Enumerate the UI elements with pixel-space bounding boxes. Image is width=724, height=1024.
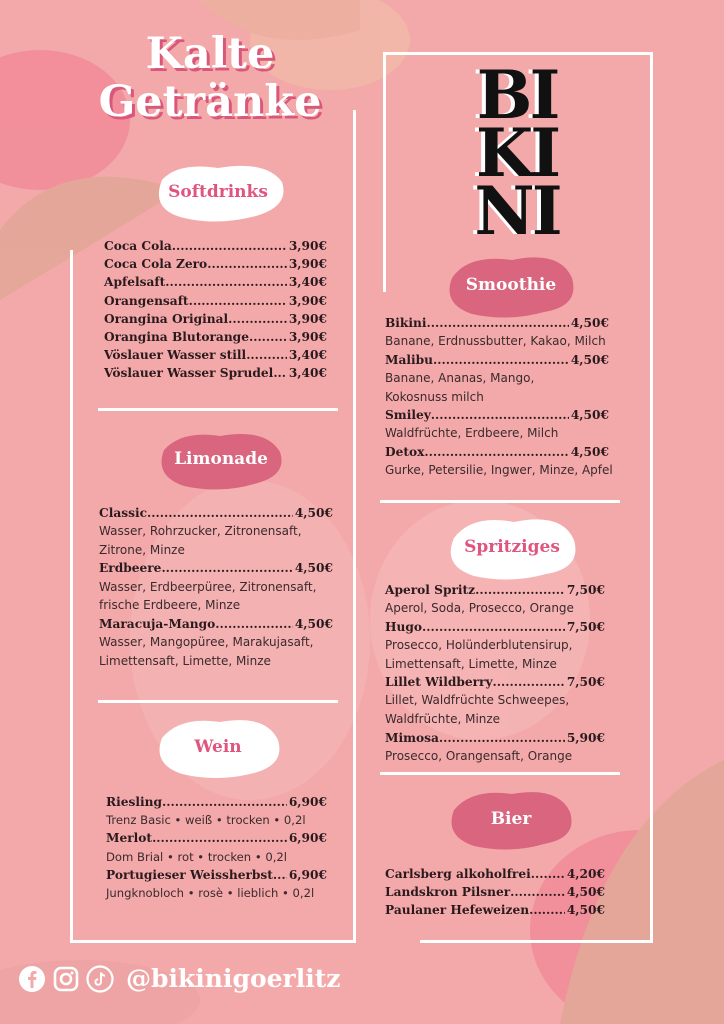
social-bar [18,964,340,993]
tiktok-icon[interactable] [86,965,114,993]
item-description: Wasser, Rohrzucker, Zitronensaft, Zitrone, Minze [99,524,302,557]
item-description: Gurke, Petersilie, Ingwer, Minze, Apfel [385,463,613,478]
item-price: 6,90€ [288,867,327,882]
item-price: 3,90€ [288,330,327,345]
section-title: Softdrinks [168,182,268,202]
menu-item [99,615,333,670]
item-name: Orangina Blutorange [104,330,249,345]
item-price: 3,90€ [288,293,327,308]
item-price: 4,50€ [570,408,609,423]
section-title: Spritziges [464,537,560,557]
item-name: Aperol Spritz [385,583,476,597]
menu-item [104,364,327,382]
item-price: 3,90€ [288,311,327,326]
item-description: Jungknobloch • rosè • lieblich • 0,2l [106,886,315,901]
section-badge-wein [150,714,286,780]
item-description: Banane, Erdnussbutter, Kakao, Milch [385,334,606,349]
item-price: 4,50€ [570,352,609,367]
item-name: Portugieser Weissherbst [106,867,273,882]
item-name: Bikini [385,316,427,330]
item-name: Landskron Pilsner [385,885,511,900]
section-title: Smoothie [465,275,557,295]
item-price: 4,50€ [570,316,609,330]
item-price: 4,50€ [294,561,333,576]
item-name: Classic [99,506,148,520]
menu-item [385,865,605,883]
item-name: Orangina Original [104,311,229,326]
item-description: Prosecco, Orangensaft, Orange [385,748,573,763]
item-name: Malibu [385,352,434,367]
item-description: Lillet, Waldfrüchte Schweepes, Waldfrüchte, Minze [385,693,570,726]
item-price: 3,40€ [288,275,327,290]
menu-item [104,328,327,346]
item-description: Wasser, Erdbeerpüree, Zitronensaft, frische Erdbeere, Minze [99,579,317,613]
menu-item [385,406,609,443]
item-name: Merlot [106,831,153,846]
item-name: Riesling [106,795,163,809]
menu-item [106,793,327,829]
item-name: Mimosa [385,730,439,745]
left-frame-bottom [70,940,356,943]
menu-item [385,673,605,728]
divider [98,408,338,411]
menu-item [104,273,327,291]
section-badge-spritziges [442,512,582,582]
section-badge-limonade [154,426,288,492]
item-price: 6,90€ [288,831,327,846]
menu-item [385,883,605,901]
item-name: Lillet Wildberry [385,675,493,690]
section-title: Bier [490,809,532,829]
item-name: Coca Cola [104,239,172,253]
item-price: 4,50€ [294,506,333,520]
bikini-logo [452,56,582,250]
spritziges-list [385,581,605,765]
item-name: Vöslauer Wasser Sprudel [104,366,274,381]
right-frame-right [650,52,653,942]
menu-item [104,255,327,273]
section-badge-bier [444,786,578,852]
item-name: Orangensaft [104,293,189,308]
item-name: Hugo [385,619,423,634]
smoothie-list [385,314,613,480]
softdrinks-list [104,237,327,383]
item-price: 5,90€ [566,730,605,745]
menu-item [99,559,333,614]
item-description: Waldfrüchte, Erdbeere, Milch [385,426,559,441]
wein-list [106,793,327,902]
divider [380,500,620,503]
menu-item [385,618,605,673]
logo-line: BI [476,56,558,134]
item-name: Vöslauer Wasser still [104,348,247,363]
menu-item [385,351,609,406]
item-description: Dom Brial • rot • trocken • 0,2l [106,849,288,864]
item-price: 7,50€ [566,583,605,597]
page-title [70,30,350,126]
logo-line: NI [474,172,560,250]
menu-item [106,829,327,865]
section-badge-smoothie [442,250,580,320]
divider [380,772,620,775]
facebook-icon[interactable] [18,965,46,993]
right-frame-top [383,52,653,55]
item-name: Erdbeere [99,561,162,576]
item-name: Detox [385,444,425,459]
item-name: Apfelsaft [104,275,166,290]
logo-line: KI [475,114,559,192]
item-price: 3,40€ [288,366,327,381]
menu-item [385,901,605,919]
title-line: Getränke [98,77,322,127]
item-description: Trenz Basic • weiß • trocken • 0,2l [106,813,306,828]
item-price: 6,90€ [288,795,327,809]
menu-item [99,504,333,559]
item-description: Aperol, Soda, Prosecco, Orange [385,601,574,616]
item-price: 3,90€ [288,257,327,272]
limonade-list [99,504,333,670]
left-frame-right [353,110,356,942]
menu-item [385,729,605,766]
item-name: Carlsberg alkoholfrei [385,867,531,881]
item-name: Coca Cola Zero [104,257,208,272]
item-price: 4,50€ [294,616,333,631]
divider [98,700,338,703]
menu-item [104,292,327,310]
menu-item [104,346,327,364]
section-title: Limonade [174,449,268,469]
social-handle: @bikinigoerlitz [126,964,341,993]
item-price: 3,90€ [288,239,327,253]
left-frame-left [70,250,73,942]
item-price: 7,50€ [566,619,605,634]
menu-item [104,310,327,328]
item-name: Paulaner Hefeweizen [385,903,530,918]
item-name: Maracuja-Mango [99,616,216,631]
item-price: 4,50€ [566,885,605,900]
section-badge-softdrinks [148,160,288,224]
item-description: Prosecco, Holünderblutensirup, Limettensaft, Limette, Minze [385,638,573,671]
menu-item [385,581,605,618]
menu-item [106,866,327,902]
item-price: 7,50€ [566,675,605,690]
title-line: Kalte [145,29,275,79]
item-description: Banane, Ananas, Mango, Kokosnuss milch [385,371,535,404]
right-frame-bottom [420,940,653,943]
section-title: Wein [194,737,242,757]
item-price: 4,50€ [570,444,609,459]
item-price: 4,20€ [566,867,605,881]
instagram-icon[interactable] [52,965,80,993]
menu-item [385,443,613,480]
menu-item [385,314,609,351]
item-description: Wasser, Mangopüree, Marakujasaft, Limettensaft, Limette, Minze [99,634,314,668]
menu-item [104,237,327,255]
right-frame-left [383,52,386,292]
item-price: 3,40€ [288,348,327,363]
bier-list [385,865,605,920]
item-price: 4,50€ [566,903,605,918]
item-name: Smiley [385,408,431,423]
